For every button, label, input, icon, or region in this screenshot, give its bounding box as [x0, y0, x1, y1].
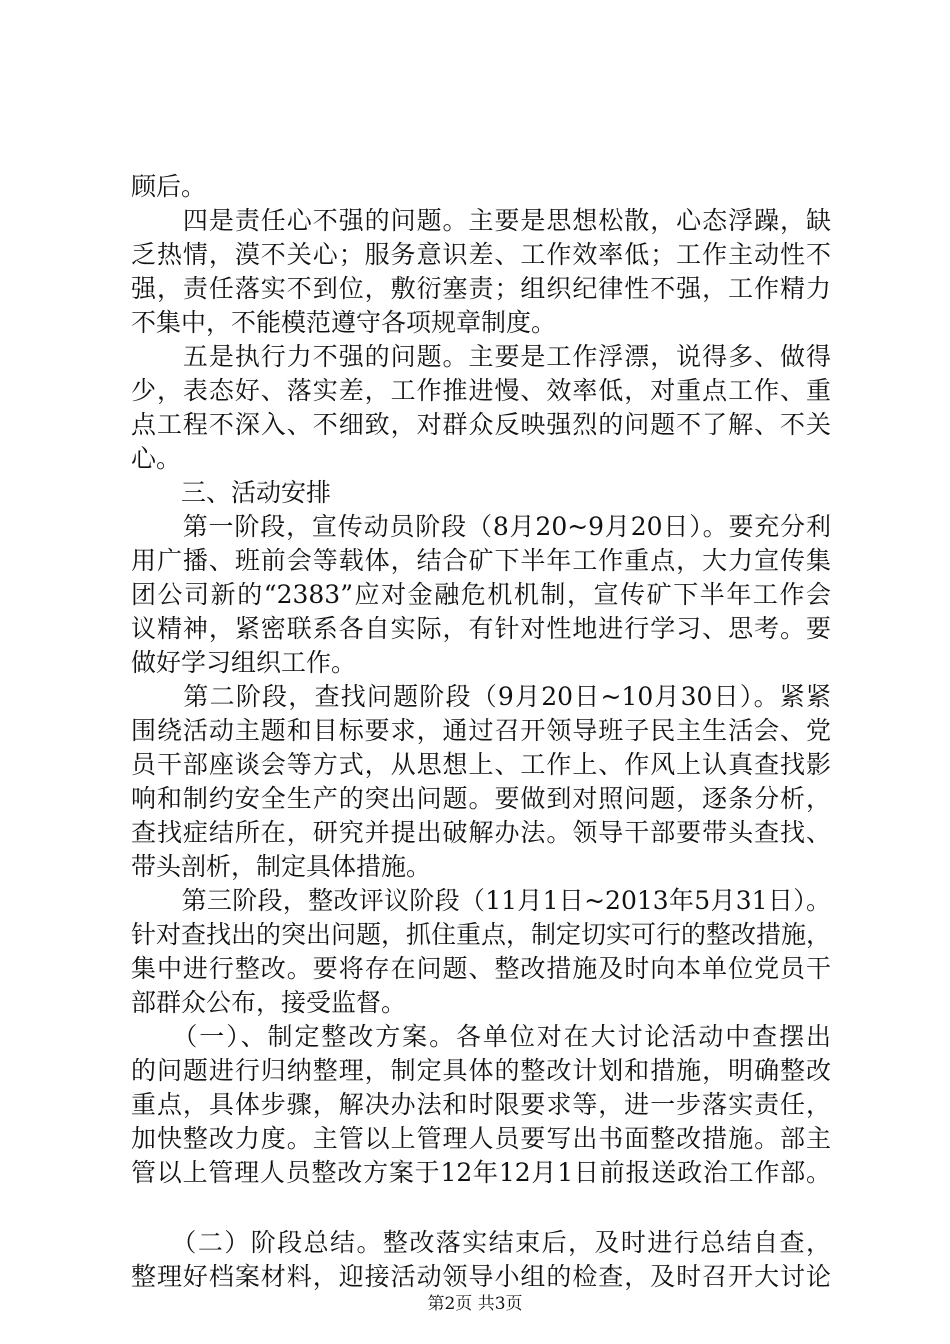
text-line: 重点，具体步骤，解决办法和时限要求等，进一步落实责任，: [131, 1090, 831, 1119]
text-line: 顾后。: [131, 172, 207, 201]
text-line: 乏热情，漠不关心；服务意识差、工作效率低；工作主动性不: [131, 240, 831, 269]
text-line: 针对查找出的突出问题，抓住重点，制定切实可行的整改措施，: [131, 920, 831, 949]
text-line: 员干部座谈会等方式，从思想上、工作上、作风上认真查找影: [131, 750, 831, 779]
text-line: 响和制约安全生产的突出问题。要做到对照问题，逐条分析，: [131, 784, 831, 813]
section-heading: 三、活动安排: [131, 478, 332, 507]
text-line: 点工程不深入、不细致，对群众反映强烈的问题不了解、不关: [131, 410, 831, 439]
text-line: 不集中，不能模范遵守各项规章制度。: [131, 308, 557, 337]
text-line: （一）、制定整改方案。各单位对在大讨论活动中查摆出: [131, 1022, 831, 1051]
text-line: 集中进行整改。要将存在问题、整改措施及时向本单位党员干: [131, 954, 831, 983]
text-line: 心。: [131, 444, 182, 473]
text-line: 带头剖析，制定具体措施。: [131, 852, 432, 881]
text-line: 加快整改力度。主管以上管理人员要写出书面整改措施。部主: [131, 1124, 831, 1153]
text-line: 做好学习组织工作。: [131, 648, 357, 677]
text-line: 少，表态好、落实差，工作推进慢、效率低，对重点工作、重: [131, 376, 831, 405]
text-line: 部群众公布，接受监督。: [131, 988, 407, 1017]
text-line: 第一阶段，宣传动员阶段（8月20~9月20日）。要充分利: [131, 512, 831, 541]
text-line: 查找症结所在，研究并提出破解办法。领导干部要带头查找、: [131, 818, 831, 847]
text-line: 整理好档案材料，迎接活动领导小组的检查，及时召开大讨论: [131, 1262, 831, 1291]
text-line: 用广播、班前会等载体，结合矿下半年工作重点，大力宣传集: [131, 546, 831, 575]
text-line: 议精神，紧密联系各自实际，有针对性地进行学习、思考。要: [131, 614, 831, 643]
text-line: 五是执行力不强的问题。主要是工作浮漂，说得多、做得: [131, 342, 831, 371]
text-line: 的问题进行归纳整理，制定具体的整改计划和措施，明确整改: [131, 1056, 831, 1085]
text-line: 强，责任落实不到位，敷衍塞责；组织纪律性不强，工作精力: [131, 274, 831, 303]
text-line: 围绕活动主题和目标要求，通过召开领导班子民主生活会、党: [131, 716, 831, 745]
text-line: 四是责任心不强的问题。主要是思想松散，心态浮躁，缺: [131, 206, 831, 235]
text-line: 团公司新的“2383”应对金融危机机制，宣传矿下半年工作会: [131, 580, 831, 609]
page-footer: 第2页 共3页: [427, 1294, 523, 1314]
text-line: 第三阶段，整改评议阶段（11月1日~2013年5月31日）。: [131, 886, 831, 915]
text-line: （二）阶段总结。整改落实结束后，及时进行总结自查，: [131, 1228, 831, 1257]
text-line: 管以上管理人员整改方案于12年12月1日前报送政治工作部。: [131, 1158, 831, 1187]
text-line: 第二阶段，查找问题阶段（9月20日~10月30日）。紧紧: [131, 682, 831, 711]
